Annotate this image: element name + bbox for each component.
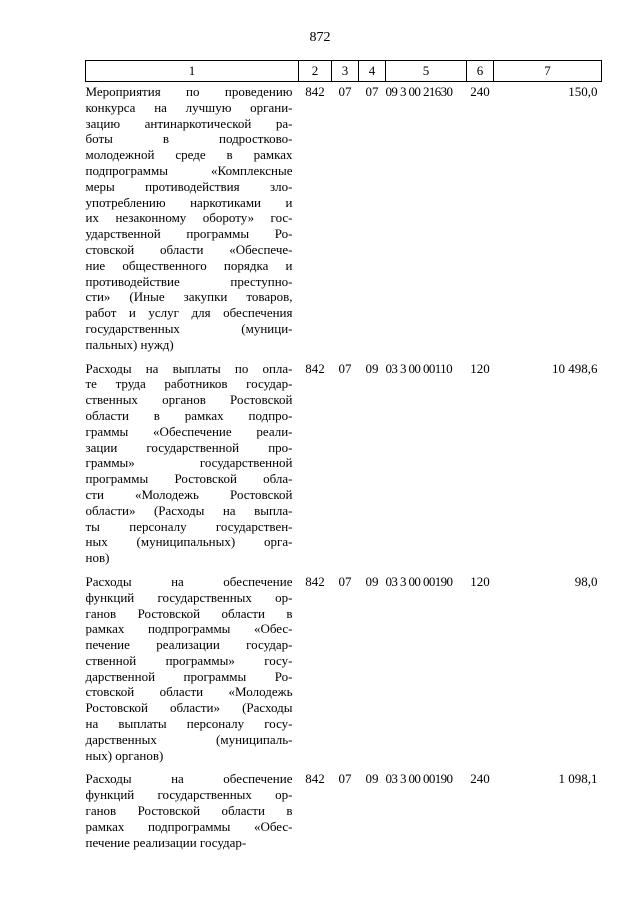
description-line: ных (муниципальных) орга- <box>85 534 293 550</box>
row-description <box>86 82 299 359</box>
expense-type-cell: 120 <box>470 573 490 589</box>
description-line: конкурса на лучшую органи- <box>85 99 293 115</box>
description-line: стовской области «Обеспече- <box>85 241 293 257</box>
description-line: Расходы на обеспечение <box>85 771 293 787</box>
table-row <box>86 769 602 856</box>
ministry-code-cell: 842 <box>305 771 325 787</box>
description-line: печение реализации государ- <box>85 637 293 653</box>
description-line: ственной программы» госу- <box>85 652 293 668</box>
description-line: пальных) нужд) <box>85 336 174 352</box>
description-line: рамках подпрограммы «Обес- <box>85 818 293 834</box>
description-line: Ростовской области» (Расходы <box>85 700 293 716</box>
description-line: те труда работников государ- <box>85 376 293 392</box>
description-line: ганов Ростовской области в <box>85 803 293 819</box>
target-article-cell: 03 3 00 00190 <box>385 771 453 787</box>
subsection-code-cell: 07 <box>365 84 379 99</box>
description-line: зацию антинаркотической ра- <box>85 115 293 131</box>
amount-cell: 98,0 <box>574 573 598 589</box>
description-line: программы Ростовской обла- <box>85 471 293 487</box>
ministry-code-cell: 842 <box>305 84 325 99</box>
description-line: граммы» государственной <box>85 455 293 471</box>
description-line: употреблению наркотиками и <box>85 194 293 210</box>
target-article-cell: 09 3 00 21630 <box>385 84 453 99</box>
section-code-cell: 07 <box>338 84 352 99</box>
ministry-code-cell: 842 <box>305 573 325 589</box>
description-line: Расходы на выплаты по опла- <box>85 360 293 376</box>
description-line: на выплаты персоналу госу- <box>85 716 293 732</box>
amount-cell: 150,0 <box>568 84 598 99</box>
description-line: ты персоналу государствен- <box>85 518 293 534</box>
description-line: зации государственной про- <box>85 439 293 455</box>
target-article-cell: 03 3 00 00190 <box>385 573 453 589</box>
description-line: печение реализации государ- <box>85 834 247 850</box>
description-line: сти «Молодежь Ростовской <box>85 486 293 502</box>
target-article-cell: 03 3 00 00110 <box>385 360 452 376</box>
description-line: ственных органов Ростовской <box>85 392 293 408</box>
row-description <box>86 572 299 770</box>
table-row <box>86 572 602 770</box>
description-line: государственных (муници- <box>85 320 293 336</box>
table-row <box>86 359 602 572</box>
description-line: их незаконному обороту» гос- <box>85 210 293 226</box>
description-line: молодежной среде в рамках <box>85 147 293 163</box>
section-code-cell: 07 <box>338 360 352 376</box>
description-line: меры противодействия зло- <box>85 178 293 194</box>
section-code-cell: 07 <box>338 573 352 589</box>
description-line: нов) <box>85 550 110 566</box>
section-code-cell: 07 <box>338 771 352 787</box>
description-line: области в рамках подпро- <box>85 407 293 423</box>
subsection-code-cell: 09 <box>365 771 379 787</box>
description-line: сти» (Иные закупки товаров, <box>85 289 293 305</box>
expense-type-cell: 240 <box>470 771 490 787</box>
table-header-row <box>86 61 602 82</box>
ministry-code-cell: 842 <box>305 360 325 376</box>
description-line: противодействие преступно- <box>85 273 293 289</box>
column-header: 3 <box>332 61 359 82</box>
column-header: 5 <box>386 61 467 82</box>
description-line: ганов Ростовской области в <box>85 605 293 621</box>
page-number: 872 <box>309 30 331 45</box>
description-line: ударственной программы Ро- <box>85 226 293 242</box>
column-header: 4 <box>359 61 386 82</box>
description-line: дарственных (муниципаль- <box>85 731 293 747</box>
subsection-code-cell: 09 <box>365 573 379 589</box>
row-description <box>86 769 299 856</box>
column-header: 1 <box>86 61 299 82</box>
description-line: работ и услуг для обеспечения <box>85 305 293 321</box>
column-header: 7 <box>494 61 602 82</box>
description-line: Мероприятия по проведению <box>85 84 293 99</box>
description-line: Расходы на обеспечение <box>85 573 293 589</box>
description-line: функций государственных ор- <box>85 787 293 803</box>
description-line: граммы «Обеспечение реали- <box>85 423 293 439</box>
description-line: стовской области «Молодежь <box>85 684 293 700</box>
subsection-code-cell: 09 <box>365 360 379 376</box>
table-row <box>86 82 602 359</box>
description-line: области» (Расходы на выпла- <box>85 502 293 518</box>
row-description <box>86 359 299 572</box>
description-line: функций государственных ор- <box>85 589 293 605</box>
amount-cell: 10 498,6 <box>552 360 598 376</box>
description-line: дарственной программы Ро- <box>85 668 293 684</box>
description-line: подпрограммы «Комплексные <box>85 162 293 178</box>
expense-type-cell: 120 <box>470 360 490 376</box>
description-line: боты в подростково- <box>85 131 293 147</box>
column-header: 2 <box>299 61 332 82</box>
description-line: ние общественного порядка и <box>85 257 293 273</box>
amount-cell: 1 098,1 <box>558 771 598 787</box>
budget-table <box>85 60 602 856</box>
description-line: ных) органов) <box>85 747 164 763</box>
description-line: рамках подпрограммы «Обес- <box>85 621 293 637</box>
expense-type-cell: 240 <box>470 84 490 99</box>
column-header: 6 <box>467 61 494 82</box>
